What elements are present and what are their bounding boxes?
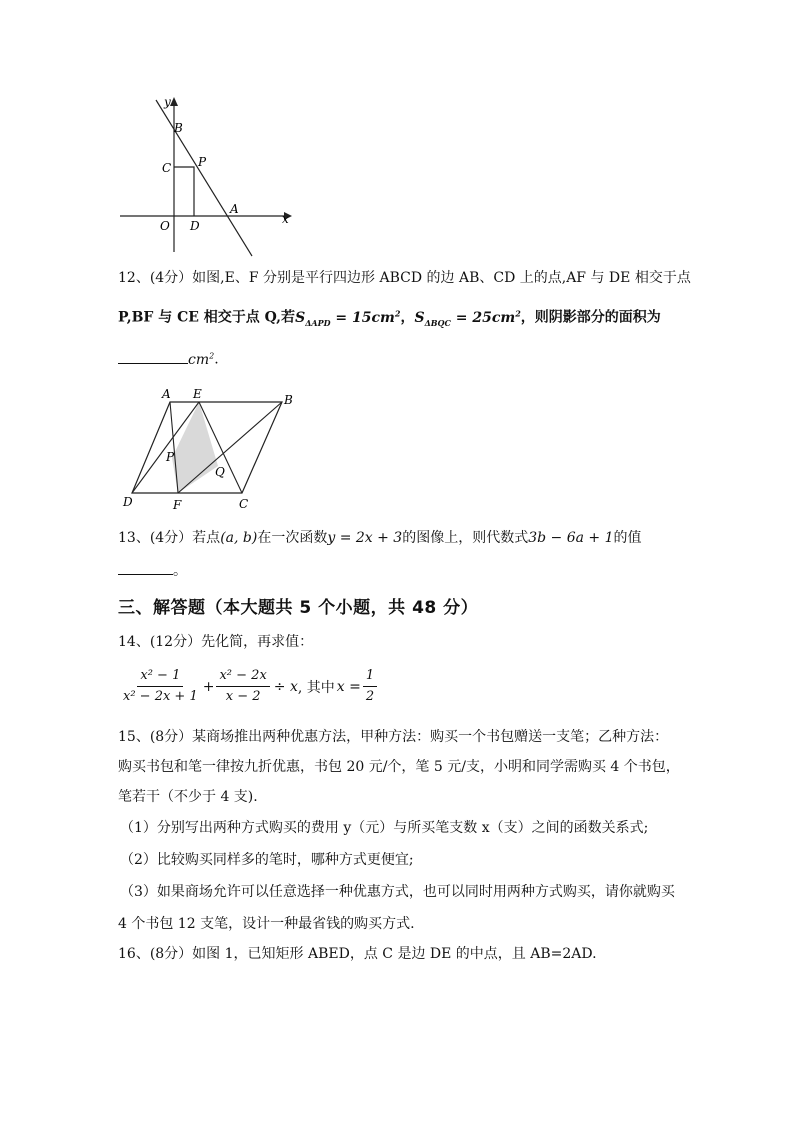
q15-sub1: （1）分别写出两种方式购买的费用 y（元）与所买笔支数 x（支）之间的函数关系式; (120, 820, 649, 836)
q12-line2-pre: P,BF 与 CE 相交于点 Q,若 (118, 309, 296, 326)
q12-answer-blank[interactable] (118, 349, 188, 364)
q15-line1: 15、(8分）某商场推出两种优惠方法，甲种方法：购买一个书包赠送一支笔；乙种方法： (118, 729, 669, 745)
q12-line1: 12、(4分）如图,E、F 分别是平行四边形 ABCD 的边 AB、CD 上的点,AF 与 DE 相交于点 (118, 270, 691, 286)
q16-line1: 16、(8分）如图 1，已知矩形 ABED，点 C 是边 DE 的中点，且 AB=2AD. (118, 946, 597, 962)
label-f: F (173, 498, 182, 512)
q14-frac1: $\frac{\text{x² − 1}}{\text{x² − 2x + 1}}$ (123, 668, 198, 704)
label-o: O (160, 219, 170, 233)
coordinate-figure (112, 92, 302, 262)
label-a: A (162, 387, 171, 401)
q12-answer-line: $cm^2$. (118, 346, 219, 370)
shaded-region-epfq (172, 402, 218, 493)
q13-answer-blank[interactable] (118, 560, 173, 575)
label-y: y (164, 95, 171, 109)
label-e: E (193, 387, 202, 401)
y-axis-arrow (170, 97, 178, 106)
label-p: P (198, 155, 207, 169)
q13-function: y = 2x + 3 (327, 530, 403, 546)
q14-frac2: $\frac{\text{x² − 2x}}{x - 2}$ (216, 668, 269, 705)
line-ab (156, 100, 252, 256)
rect-ocpd (174, 167, 194, 216)
label-d: D (190, 219, 200, 233)
q14-line1: 14、(12分）先化简，再求值： (118, 634, 314, 650)
q13-point: (a, b) (220, 530, 258, 546)
label-b: B (174, 121, 183, 135)
label-d: D (123, 495, 133, 509)
label-a: A (230, 202, 239, 216)
q15-sub3a: （3）如果商场允许可以任意选择一种优惠方式，也可以同时用两种方式购买，请你就购买 (120, 884, 675, 900)
label-c: C (162, 161, 172, 175)
label-p: P (166, 450, 175, 464)
q15-line3: 笔若干（不少于 4 支). (118, 789, 258, 805)
label-x: x (282, 212, 289, 226)
q15-sub3b: 4 个书包 12 支笔，设计一种最省钱的购买方式. (118, 916, 415, 932)
q12-s-bqc: $S_{\Delta BQC} = 25cm^2$ (414, 308, 521, 328)
q15-sub2: （2）比较购买同样多的笔时，哪种方式更便宜; (120, 852, 414, 868)
label-q: Q (215, 465, 225, 479)
q12-line2-post: ，则阴影部分的面积为 (520, 309, 661, 326)
parallelogram-figure (118, 382, 308, 517)
q13-answer-line: 。 (118, 560, 187, 581)
q14-frac-half: $\frac{1}{2}$ (363, 668, 377, 705)
q12-s-apd: $S_{\Delta APD} = 15cm^2$ (295, 308, 401, 328)
q12-line2: P,BF 与 CE 相交于点 Q,若$S_{\Delta APD} = 15cm^2$，$S_{\Delta BQC} = 25cm^2$，则阴影部分的面积为 (118, 308, 661, 328)
section3-title: 三、解答题（本大题共 5 个小题，共 48 分） (118, 598, 479, 618)
label-b: B (284, 393, 293, 407)
q15-line2: 购买书包和笔一律按九折优惠，书包 20 元/个，笔 5 元/支，小明和同学需购买 4 个书包， (118, 759, 680, 775)
q12-unit: $cm^2$ (188, 351, 215, 368)
q13-line: 13、(4分）若点(a, b)在一次函数y = 2x + 3的图像上，则代数式3b − 6a + 1的值 (118, 530, 642, 546)
segment-af (170, 402, 178, 493)
q14-expression: $\frac{\text{x² − 1}}{\text{x² − 2x + 1}}$ + $\frac{\text{x² − 2x}}{x - 2}$ ÷ x , 其中 x = $\frac{1}{2}$ (118, 668, 379, 705)
label-c: C (239, 497, 249, 511)
q13-expression: 3b − 6a + 1 (528, 530, 614, 546)
